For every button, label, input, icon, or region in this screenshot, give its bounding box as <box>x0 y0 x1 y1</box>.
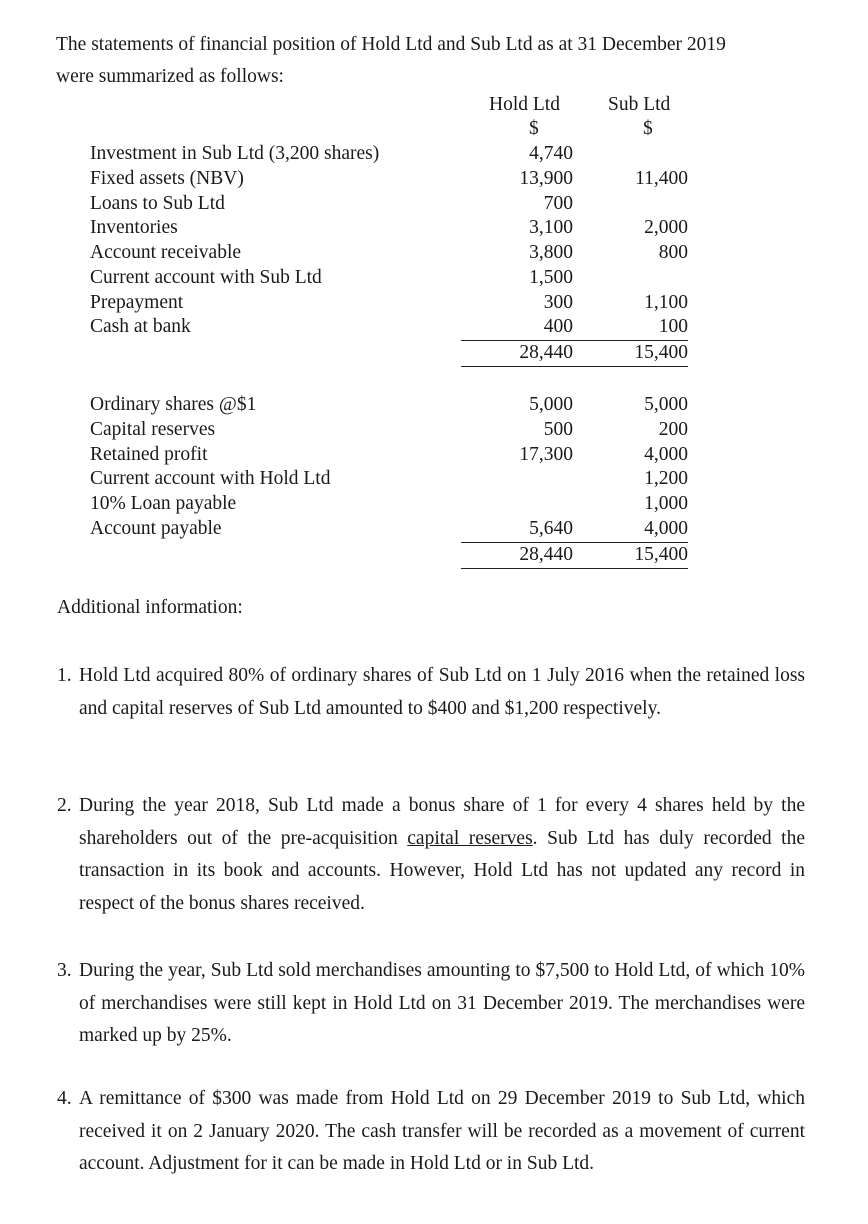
asset-sub-value: 11,400 <box>635 168 688 189</box>
equity-sub-value: 200 <box>658 419 688 440</box>
equity-total-hold: 28,440 <box>519 544 573 565</box>
equity-hold-value: 500 <box>543 419 573 440</box>
equity-sub-value: 4,000 <box>644 518 688 539</box>
assets-total-sub: 15,400 <box>634 342 688 363</box>
equity-label: Ordinary shares @$1 <box>90 394 257 415</box>
item-text: A remittance of $300 was made from Hold Ltd on 29 December 2019 to Sub Ltd, which received it on 2 January 2020. The cash transfer will be recorded as a movement of current account. Adjustment for it can be made in Hold Ltd or in Sub Ltd. <box>79 1088 805 1174</box>
asset-hold-value: 4,740 <box>529 143 573 164</box>
equity-label: Retained profit <box>90 444 208 465</box>
additional-info-heading: Additional information: <box>57 597 243 618</box>
item-number: 1. <box>57 665 72 686</box>
asset-sub-value: 100 <box>658 316 688 337</box>
equity-label: Account payable <box>90 518 222 539</box>
item-underlined-term: capital reserves <box>407 827 533 849</box>
intro-line-2: were summarized as follows: <box>56 66 284 87</box>
asset-hold-value: 400 <box>543 316 573 337</box>
currency-hold: $ <box>529 118 539 139</box>
asset-hold-value: 300 <box>543 292 573 313</box>
item-number: 4. <box>57 1088 72 1109</box>
asset-hold-value: 1,500 <box>529 267 573 288</box>
item-text: Hold Ltd acquired 80% of ordinary shares of Sub Ltd on 1 July 2016 when the retained loss and capital reserves of Sub Ltd amounted to $400 and $1,200 respectively. <box>79 665 805 719</box>
equity-sub-value: 1,200 <box>644 468 688 489</box>
equity-label: Capital reserves <box>90 419 216 440</box>
info-item-3 <box>57 955 805 1053</box>
equity-sub-value: 1,000 <box>644 493 688 514</box>
item-number: 3. <box>57 960 72 981</box>
asset-hold-value: 700 <box>543 193 573 214</box>
info-item-2 <box>57 790 805 920</box>
equity-hold-value: 5,640 <box>529 518 573 539</box>
asset-sub-value: 1,100 <box>644 292 688 313</box>
item-text <box>79 790 805 920</box>
asset-label: Inventories <box>90 217 178 238</box>
equity-hold-value: 17,300 <box>519 444 573 465</box>
asset-label: Prepayment <box>90 292 184 313</box>
asset-label: Current account with Sub Ltd <box>90 267 322 288</box>
equity-sub-value: 4,000 <box>644 444 688 465</box>
equity-label: 10% Loan payable <box>90 493 237 514</box>
equity-sub-value: 5,000 <box>644 394 688 415</box>
item-text-after: . Sub Ltd has duly recorded the transaction in its book and accounts. However, Hold Ltd has not updated any record in respect of the bonus shares received. <box>79 827 805 914</box>
equity-label: Current account with Hold Ltd <box>90 468 331 489</box>
equity-total-rule-bottom <box>461 568 688 569</box>
asset-label: Fixed assets (NBV) <box>90 168 244 189</box>
asset-sub-value: 800 <box>658 242 688 263</box>
item-text: During the year, Sub Ltd sold merchandises amounting to $7,500 to Hold Ltd, of which 10% of merchandises were still kept in Hold Ltd on 31 December 2019. The merchandises were marked up by 25%. <box>79 960 805 1046</box>
info-item-4 <box>57 1083 805 1181</box>
assets-total-rule-bottom <box>461 366 688 367</box>
asset-sub-value: 2,000 <box>644 217 688 238</box>
asset-hold-value: 3,800 <box>529 242 573 263</box>
currency-sub: $ <box>643 118 653 139</box>
asset-label: Investment in Sub Ltd (3,200 shares) <box>90 143 380 164</box>
column-header-sub: Sub Ltd <box>608 94 671 115</box>
item-number: 2. <box>57 795 72 816</box>
asset-hold-value: 13,900 <box>519 168 573 189</box>
column-header-hold: Hold Ltd <box>489 94 560 115</box>
item-text-before: During the year 2018, Sub Ltd made a bonus share of 1 for every 4 shares held by the shareholders out of the pre-acquisition <box>79 795 805 849</box>
asset-hold-value: 3,100 <box>529 217 573 238</box>
asset-label: Cash at bank <box>90 316 191 337</box>
asset-label: Loans to Sub Ltd <box>90 193 225 214</box>
intro-line-1: The statements of financial position of Hold Ltd and Sub Ltd as at 31 December 2019 <box>56 34 726 55</box>
assets-total-hold: 28,440 <box>519 342 573 363</box>
asset-label: Account receivable <box>90 242 242 263</box>
equity-total-sub: 15,400 <box>634 544 688 565</box>
equity-hold-value: 5,000 <box>529 394 573 415</box>
info-item-1 <box>57 660 805 725</box>
